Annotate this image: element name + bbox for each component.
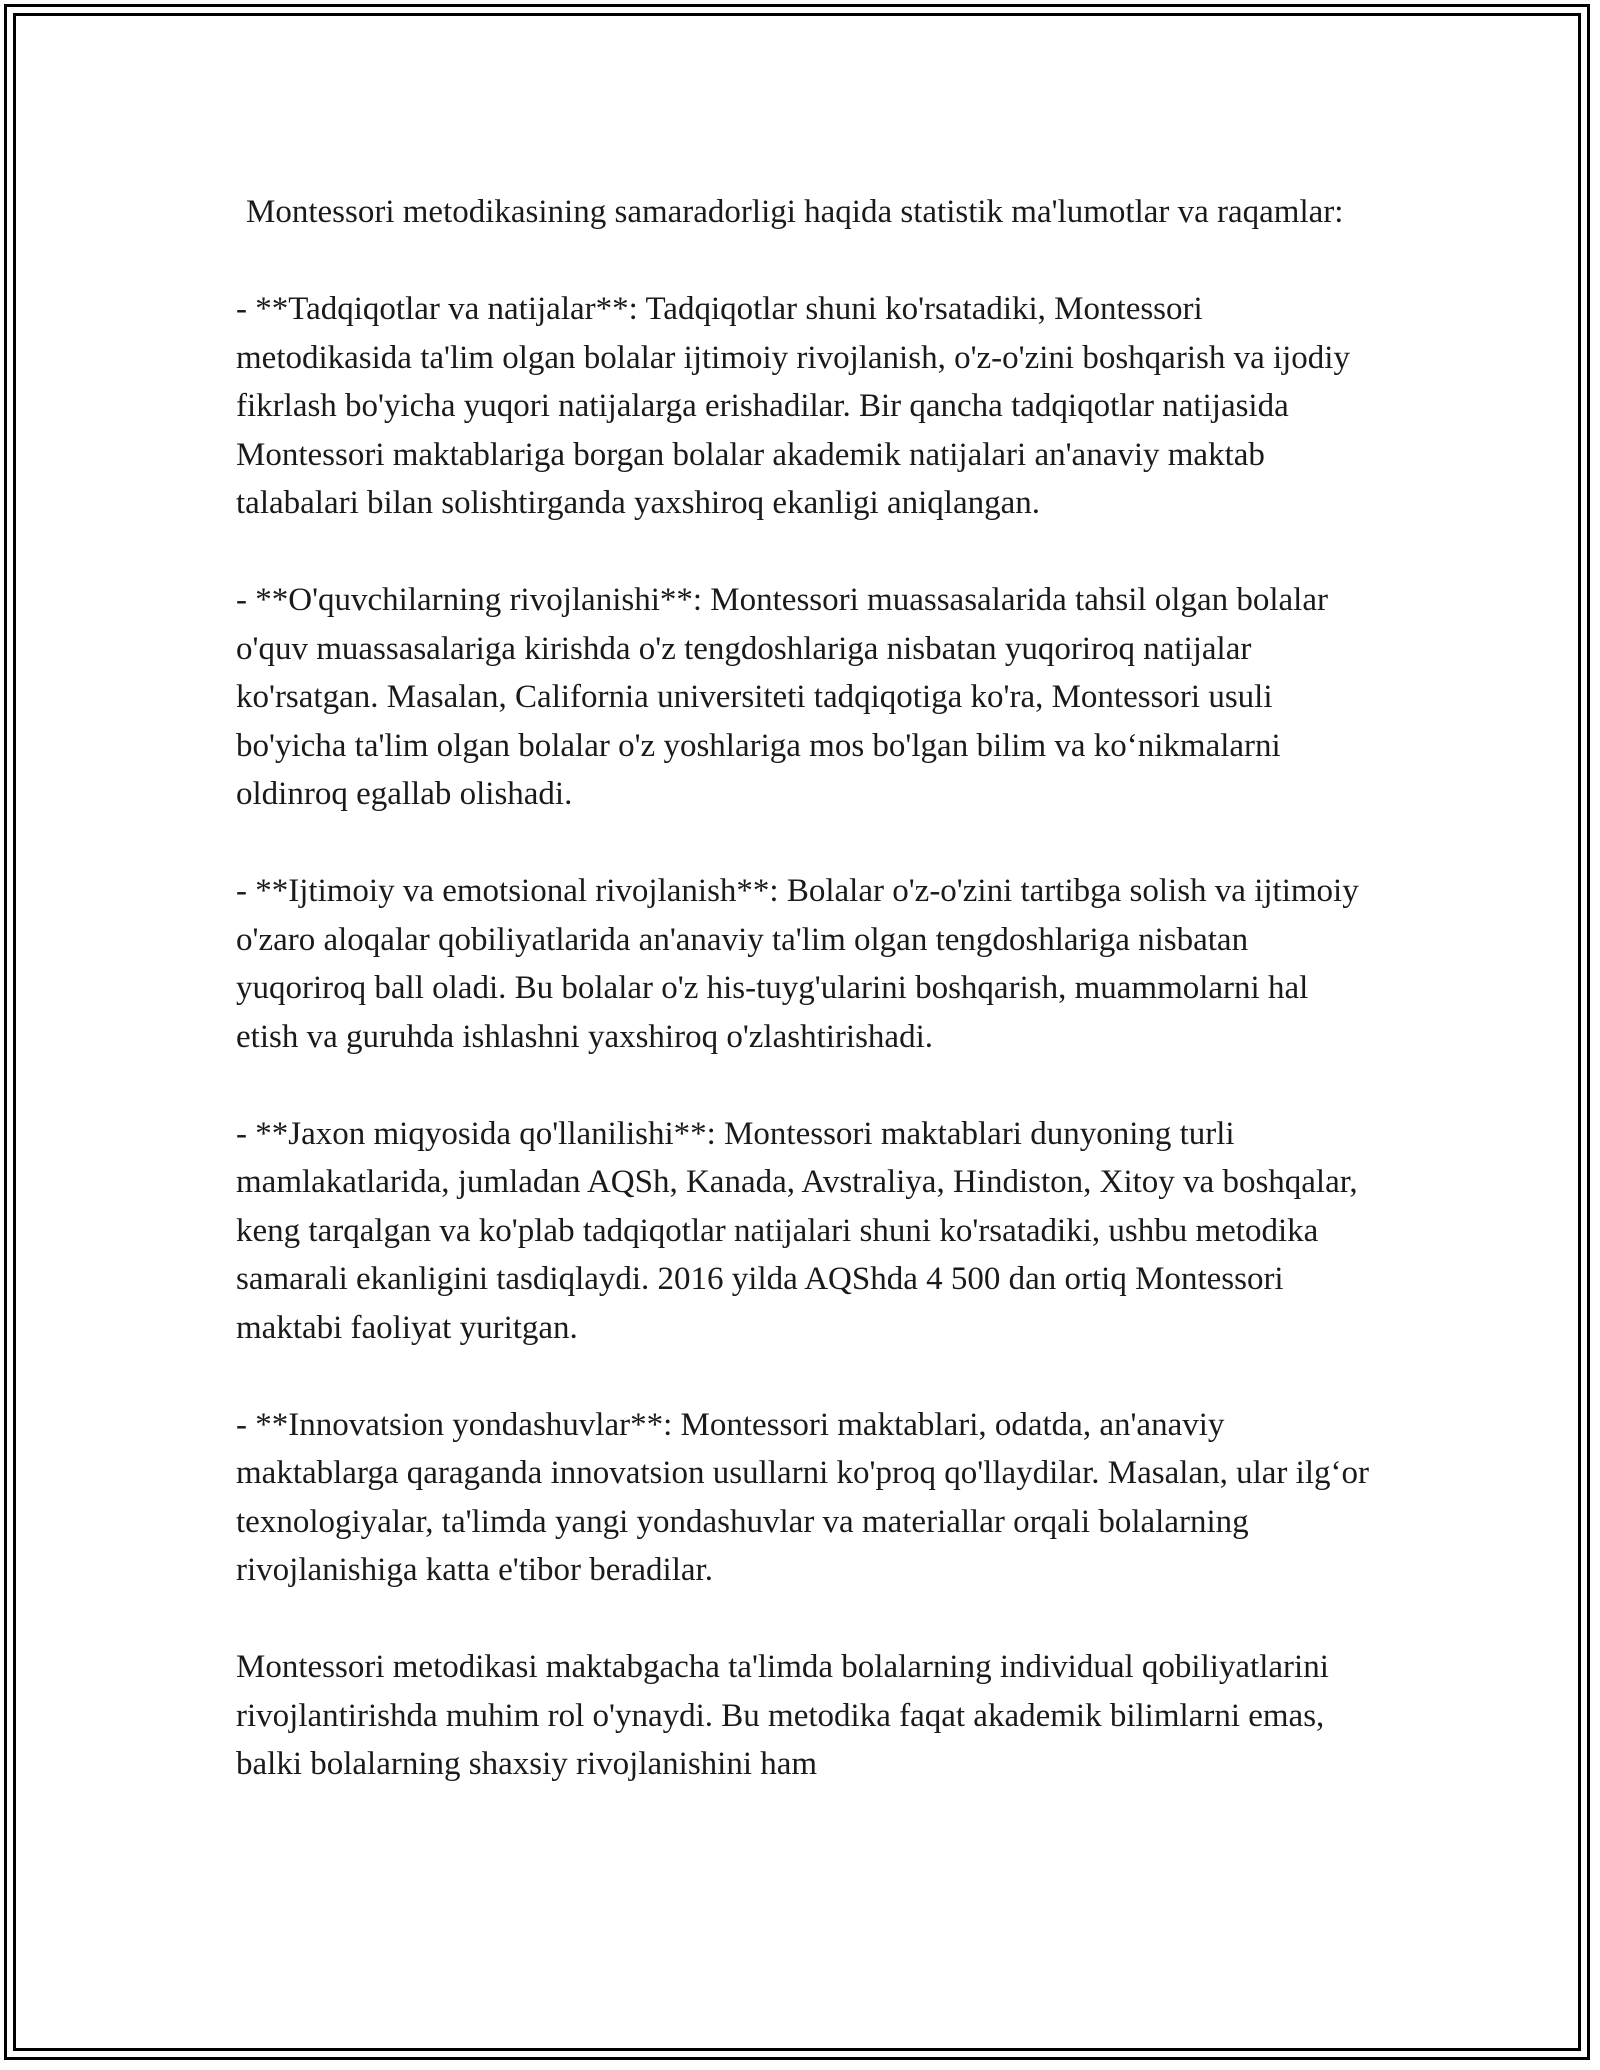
paragraph-innovative-approaches: - **Innovatsion yondashuvlar**: Montessori maktablari, odatda, an'anaviy maktablarga qaraganda innovatsion usullarni ko'proq qo'llaydilar. Masalan, ular ilg‘or texnologiyalar, ta'limda yangi yondashuvlar va materiallar orqali bolalarning rivojlanishiga katta e'tibor beradilar. — [236, 1406, 1369, 1588]
paragraph-intro: Montessori metodikasining samaradorligi haqida statistik ma'lumotlar va raqamlar: — [246, 194, 1344, 230]
paragraph-research-results: - **Tadqiqotlar va natijalar**: Tadqiqotlar shuni ko'rsatadiki, Montessori metodikasida ta'lim olgan bolalar ijtimoiy rivojlanish, o'z-o'zini boshqarish va ijodiy fikrlash bo'yicha yuqori natijalarga erishadilar. Bir qancha tadqiqotlar natijasida Montessori maktablariga borgan bolalar akademik natijalari an'anaviy maktab talabalari bilan solishtirganda yaxshiroq ekanligi aniqlangan. — [236, 291, 1350, 521]
paragraph-worldwide-use: - **Jaxon miqyosida qo'llanilishi**: Montessori maktablari dunyoning turli mamlakatlarida, jumladan AQSh, Kanada, Avstraliya, Hindiston, Xitoy va boshqalar, keng tarqalgan va ko'plab tadqiqotlar natijalari shuni ko'rsatadiki, ushbu metodika samarali ekanligini tasdiqlaydi. 2016 yilda AQShda 4 500 dan ortiq Montessori maktabi faoliyat yuritgan. — [236, 1115, 1358, 1346]
paragraph-social-emotional: - **Ijtimoiy va emotsional rivojlanish**: Bolalar o'z-o'zini tartibga solish va ijtimoiy o'zaro aloqalar qobiliyatlarida an'anaviy ta'lim olgan tengdoshlariga nisbatan yuqoriroq ball oladi. Bu bolalar o'z his-tuyg'ularini boshqarish, muammolarni hal etish va guruhda ishlashni yaxshiroq o'zlashtirishadi. — [236, 873, 1359, 1055]
paragraph-conclusion: Montessori metodikasi maktabgacha ta'limda bolalarning individual qobiliyatlarini rivojlantirishda muhim rol o'ynaydi. Bu metodika faqat akademik bilimlarni emas, balki bolalarning shaxsiy rivojlanishini ham — [236, 1649, 1329, 1782]
paragraph-student-development: - **O'quvchilarning rivojlanishi**: Montessori muassasalarida tahsil olgan bolalar o'quv muassasalariga kirishda o'z tengdoshlariga nisbatan yuqoriroq natijalar ko'rsatgan. Masalan, California universiteti tadqiqotiga ko'ra, Montessori usuli bo'yicha ta'lim olgan bolalar o'z yoshlariga mos bo'lgan bilim va ko‘nikmalarni oldinroq egallab olishadi. — [236, 582, 1328, 812]
document-body — [236, 188, 1376, 1789]
